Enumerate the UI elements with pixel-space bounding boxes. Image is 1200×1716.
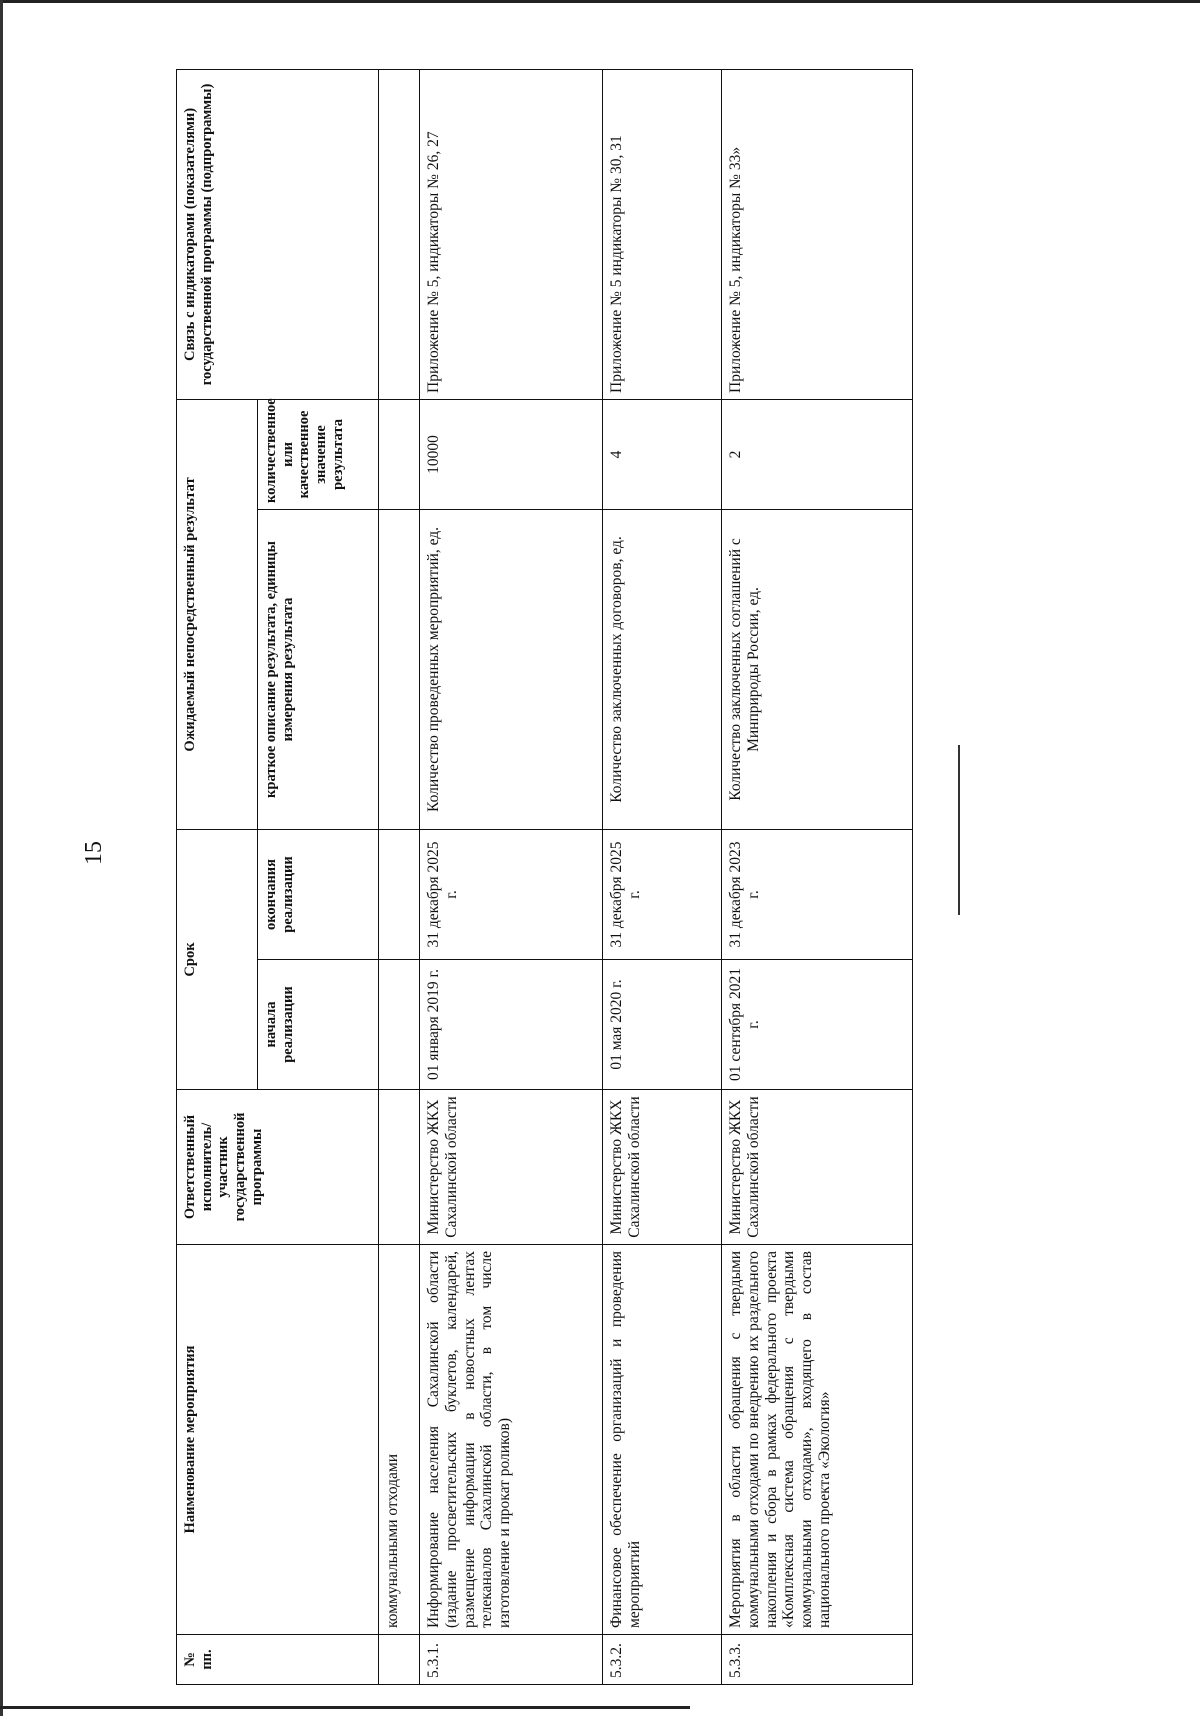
row-desc: Количество заключенных договоров, ед. <box>603 509 722 829</box>
row-value: 10000 <box>420 399 603 509</box>
section-empty-cell <box>379 829 420 959</box>
section-row <box>379 69 420 1684</box>
row-num: 5.3.2. <box>603 1635 722 1685</box>
section-empty-cell <box>379 1090 420 1245</box>
section-text: коммунальными отходами <box>379 1245 420 1635</box>
scan-edge-bottom <box>0 1706 690 1709</box>
row-value: 4 <box>603 399 722 509</box>
row-start: 01 сентября 2021 г. <box>722 960 913 1090</box>
row-start: 01 мая 2020 г. <box>603 960 722 1090</box>
row-link: Приложение № 5, индикаторы № 33» <box>722 69 913 399</box>
header-row <box>177 69 258 1684</box>
header-name: Наименование мероприятия <box>177 1245 379 1635</box>
row-name: Мероприятия в области обращения с твердыми коммунальными отходами по внедрению их раздельного накопления и сбора в рамках федерального проекта «Комплексная система обращения с твердыми коммунальными отходами», входящего в состав национального проекта «Экология» <box>722 1245 913 1635</box>
header-term: Срок <box>177 829 258 1089</box>
row-executor: Министерство ЖКХ Сахалинской области <box>722 1090 913 1245</box>
stray-rule-mark <box>958 745 960 915</box>
header-result-desc: краткое описание результата, единицы измерения результата <box>258 509 379 829</box>
section-num-cell <box>379 1635 420 1685</box>
row-num: 5.3.3. <box>722 1635 913 1685</box>
page-number: 15 <box>81 841 107 865</box>
activities-table <box>176 69 913 1685</box>
header-executor: Ответственный исполнитель/ участник государственной программы <box>177 1090 379 1245</box>
row-end: 31 декабря 2025 г. <box>420 829 603 959</box>
row-num: 5.3.1. <box>420 1635 603 1685</box>
section-empty-cell <box>379 509 420 829</box>
row-name: Информирование населения Сахалинской области (издание просветительских буклетов, календарей, размещение информации в новостных лентах телеканалов Сахалинской области, в том числе изготовление и прокат роликов) <box>420 1245 603 1635</box>
row-name: Финансовое обеспечение организаций и проведения мероприятий <box>603 1245 722 1635</box>
row-desc: Количество проведенных мероприятий, ед. <box>420 509 603 829</box>
header-term-end: окончания реализации <box>258 829 379 959</box>
row-link: Приложение № 5, индикаторы № 26, 27 <box>420 69 603 399</box>
row-start: 01 января 2019 г. <box>420 960 603 1090</box>
header-num: № пп. <box>177 1635 379 1685</box>
header-result-value: количественное или качественное значение результата <box>258 399 379 509</box>
header-term-start: начала реализации <box>258 960 379 1090</box>
row-executor: Министерство ЖКХ Сахалинской области <box>603 1090 722 1245</box>
row-end: 31 декабря 2025 г. <box>603 829 722 959</box>
header-result: Ожидаемый непосредственный результат <box>177 399 258 829</box>
row-executor: Министерство ЖКХ Сахалинской области <box>420 1090 603 1245</box>
section-empty-cell <box>379 960 420 1090</box>
table-row <box>722 69 913 1684</box>
header-link: Связь с индикаторами (показателями) государственной программы (подпрограммы) <box>177 69 379 399</box>
scan-edge-left <box>0 0 3 1716</box>
rotated-page <box>81 70 846 1685</box>
table-row <box>603 69 722 1684</box>
row-link: Приложение № 5 индикаторы № 30, 31 <box>603 69 722 399</box>
row-desc: Количество заключенных соглашений с Минприроды России, ед. <box>722 509 913 829</box>
scan-edge-top <box>0 0 1200 3</box>
section-empty-cell <box>379 69 420 399</box>
row-value: 2 <box>722 399 913 509</box>
row-end: 31 декабря 2023 г. <box>722 829 913 959</box>
section-empty-cell <box>379 399 420 509</box>
table-row <box>420 69 603 1684</box>
